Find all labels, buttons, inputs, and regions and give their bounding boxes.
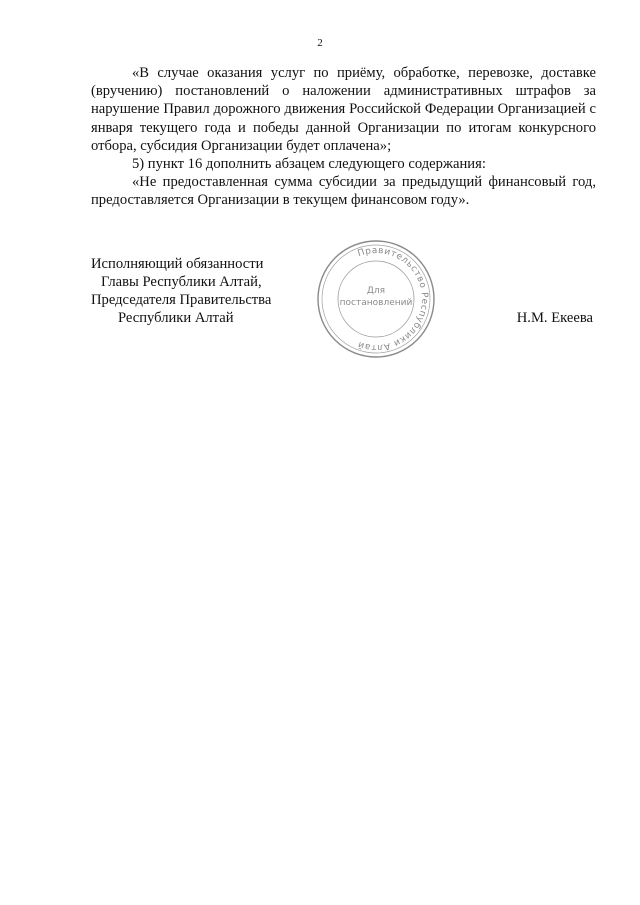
signer-name: Н.М. Екеева bbox=[516, 310, 593, 326]
paragraph-unpaid-subsidy: «Не предоставленная сумма субсидии за предыдущий финансовый год, предоставляется Организации в текущем финансовом году». bbox=[91, 174, 596, 209]
document-body bbox=[91, 64, 596, 210]
signer-position-line: Главы Республики Алтай, bbox=[101, 274, 262, 290]
stamp-inner-text-line2: постановлений bbox=[339, 298, 413, 308]
signer-position-line: Председателя Правительства bbox=[91, 292, 272, 308]
stamp-inner-text-line1: Для bbox=[366, 286, 386, 296]
official-stamp bbox=[313, 237, 439, 361]
stamp-seal-graphic bbox=[313, 237, 439, 361]
paragraph-service-payment: «В случае оказания услуг по приёму, обработке, перевозке, доставке (вручению) постановлений о наложении административных штрафов за нарушение Правил дорожного движения Российской Федерации Организацией с января текущего года и победы данной Организации по итогам конкурсного отбора, субсидия Организации будет оплачена»; bbox=[91, 65, 596, 154]
signer-position-line: Республики Алтай bbox=[118, 310, 234, 326]
stamp-outer-text: Правительство Республики Алтай bbox=[356, 245, 430, 353]
page-number: 2 bbox=[317, 37, 323, 49]
paragraph-item-16: 5) пункт 16 дополнить абзацем следующего содержания: bbox=[132, 156, 486, 173]
signer-position-line: Исполняющий обязанности bbox=[91, 256, 264, 272]
